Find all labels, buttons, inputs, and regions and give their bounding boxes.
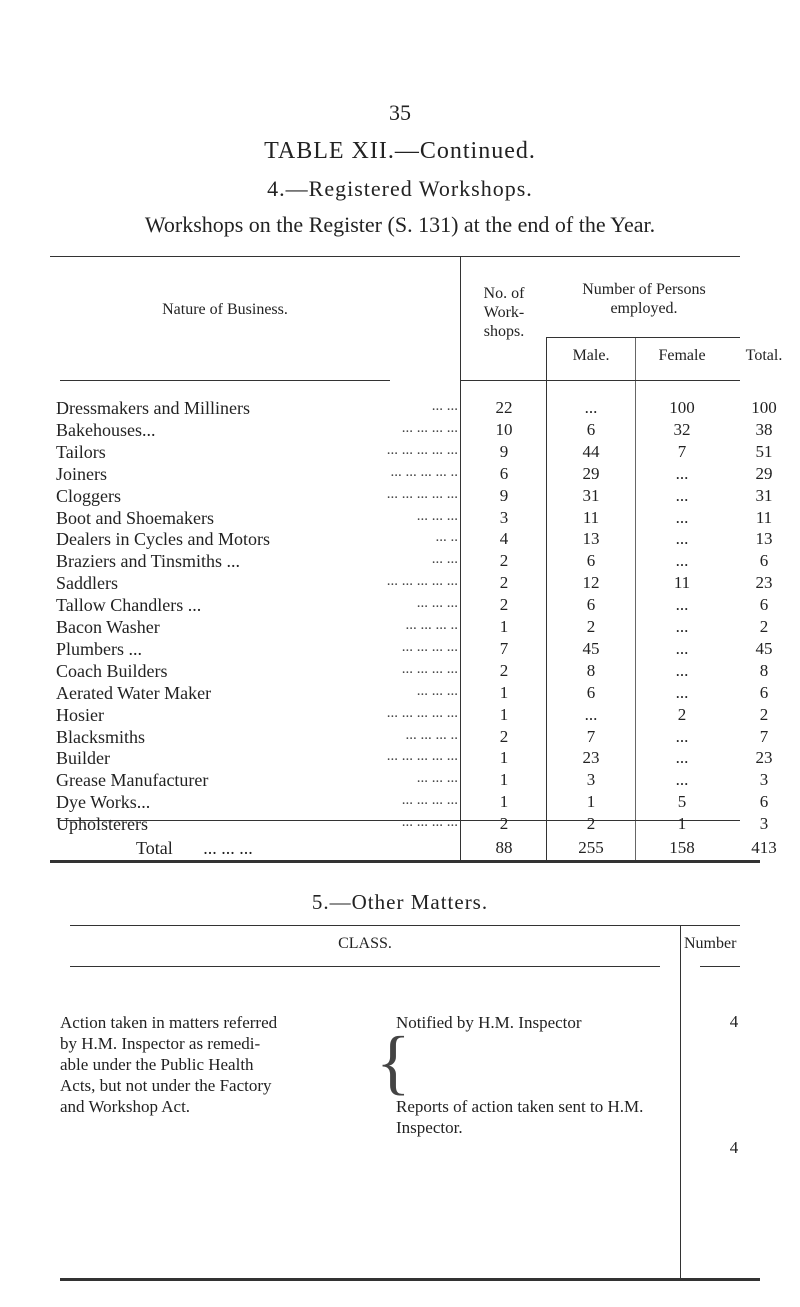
- row-female: ...: [675, 551, 689, 570]
- row-leader-dots: ... ... ... ...: [401, 639, 458, 655]
- row-business-name: Cloggers: [56, 486, 121, 506]
- row-leader-dots: ... ...: [431, 398, 458, 414]
- row-workshops: 4: [499, 529, 509, 548]
- row-male: 29: [582, 464, 600, 483]
- header-persons-group: Number of Persons employed.: [582, 281, 706, 317]
- row-female: ...: [675, 529, 689, 548]
- row-female: ...: [675, 486, 689, 505]
- row-total: 38: [755, 420, 773, 439]
- notified-label: Notified by H.M. Inspector: [396, 1013, 582, 1032]
- total-female: 158: [669, 838, 695, 857]
- total-male: 255: [578, 838, 604, 857]
- row-female: ...: [675, 770, 689, 789]
- row-total: 2: [759, 705, 769, 724]
- row-leader-dots: ... ...: [431, 551, 458, 567]
- row-female: ...: [675, 661, 689, 680]
- row-male: 1: [586, 792, 596, 811]
- row-female: ...: [675, 748, 689, 767]
- row-workshops: 22: [495, 398, 513, 417]
- row-business-name: Plumbers ...: [56, 639, 143, 659]
- row-total: 7: [759, 727, 769, 746]
- row-workshops: 1: [499, 683, 509, 702]
- row-leader-dots: ... ... ... ... ..: [390, 464, 458, 480]
- row-leader-dots: ... ... ...: [416, 770, 458, 786]
- header-nature: Nature of Business.: [162, 301, 288, 318]
- table-title: TABLE XII.—Continued.: [264, 138, 536, 164]
- row-male: 2: [586, 617, 596, 636]
- row-business-name: Builder: [56, 748, 110, 768]
- row-male: 6: [586, 551, 596, 570]
- header-class: CLASS.: [338, 935, 392, 952]
- row-business-name: Blacksmiths: [56, 727, 145, 747]
- row-business-name: Saddlers: [56, 573, 118, 593]
- reports-number: 4: [729, 1138, 739, 1157]
- row-female: ...: [675, 508, 689, 527]
- row-total: 23: [755, 573, 773, 592]
- row-leader-dots: ... ... ... ..: [405, 727, 458, 743]
- row-female: 100: [669, 398, 695, 417]
- row-business-name: Bacon Washer: [56, 617, 160, 637]
- row-female: ...: [675, 727, 689, 746]
- notified-number: 4: [729, 1012, 739, 1031]
- header-number: Number: [684, 935, 737, 952]
- row-female: ...: [675, 639, 689, 658]
- row-leader-dots: ... ... ... ..: [405, 617, 458, 633]
- total-total: 413: [751, 838, 777, 857]
- row-total: 6: [759, 551, 769, 570]
- row-workshops: 9: [499, 486, 509, 505]
- row-leader-dots: ... ... ... ...: [401, 814, 458, 830]
- header-workshops: No. of Work- shops.: [483, 285, 525, 340]
- row-leader-dots: ... ... ... ...: [401, 792, 458, 808]
- row-female: 5: [677, 792, 687, 811]
- row-female: 1: [677, 814, 687, 833]
- row-workshops: 2: [499, 661, 509, 680]
- row-workshops: 1: [499, 792, 509, 811]
- row-total: 31: [755, 486, 773, 505]
- row-leader-dots: ... ... ... ... ...: [386, 442, 458, 458]
- action-description: Action taken in matters referred by H.M. Inspector as remedi- able under the Public Health Acts, but not under the Factory and Workshop Act.: [60, 1013, 278, 1116]
- header-male: Male.: [572, 347, 610, 364]
- section-title: 4.—Registered Workshops.: [267, 176, 533, 201]
- row-business-name: Joiners: [56, 464, 107, 484]
- table-caption: Workshops on the Register (S. 131) at the end of the Year.: [144, 212, 656, 237]
- row-male: ...: [584, 398, 598, 417]
- header-total: Total.: [745, 347, 783, 364]
- row-workshops: 7: [499, 639, 509, 658]
- row-male: ...: [584, 705, 598, 724]
- total-workshops: 88: [495, 838, 513, 857]
- row-business-name: Grease Manufacturer: [56, 770, 209, 790]
- row-total: 23: [755, 748, 773, 767]
- row-male: 45: [582, 639, 600, 658]
- row-workshops: 1: [499, 748, 509, 767]
- row-business-name: Aerated Water Maker: [56, 683, 212, 703]
- row-total: 8: [759, 661, 769, 680]
- row-male: 11: [582, 508, 600, 527]
- row-female: ...: [675, 595, 689, 614]
- row-business-name: Coach Builders: [56, 661, 168, 681]
- row-business-name: Dealers in Cycles and Motors: [56, 529, 270, 549]
- row-leader-dots: ... ... ... ...: [401, 420, 458, 436]
- row-workshops: 9: [499, 442, 509, 461]
- row-leader-dots: ... ... ... ... ...: [386, 573, 458, 589]
- row-total: 3: [759, 770, 769, 789]
- row-leader-dots: ... ... ... ... ...: [386, 748, 458, 764]
- row-male: 6: [586, 595, 596, 614]
- row-workshops: 2: [499, 551, 509, 570]
- row-male: 6: [586, 683, 596, 702]
- row-total: 2: [759, 617, 769, 636]
- row-business-name: Bakehouses...: [56, 420, 156, 440]
- row-male: 3: [586, 770, 596, 789]
- row-total: 6: [759, 683, 769, 702]
- row-workshops: 2: [499, 814, 509, 833]
- row-workshops: 3: [499, 508, 509, 527]
- row-business-name: Hosier: [56, 705, 104, 725]
- row-male: 31: [582, 486, 600, 505]
- row-total: 51: [755, 442, 773, 461]
- row-female: 32: [673, 420, 691, 439]
- row-leader-dots: ... ..: [435, 529, 458, 545]
- row-male: 13: [582, 529, 600, 548]
- row-total: 3: [759, 814, 769, 833]
- row-male: 23: [582, 748, 600, 767]
- row-male: 7: [586, 727, 596, 746]
- reports-label: Reports of action taken sent to H.M. Inspector.: [396, 1097, 644, 1137]
- page-number: 35: [389, 100, 411, 125]
- row-workshops: 2: [499, 727, 509, 746]
- header-female: Female: [658, 347, 706, 364]
- row-business-name: Boot and Shoemakers: [56, 508, 214, 528]
- other-matters-title: 5.—Other Matters.: [311, 890, 489, 914]
- row-female: ...: [675, 464, 689, 483]
- row-workshops: 1: [499, 770, 509, 789]
- row-male: 2: [586, 814, 596, 833]
- row-total: 45: [755, 639, 773, 658]
- row-workshops: 2: [499, 595, 509, 614]
- row-leader-dots: ... ... ... ... ...: [386, 486, 458, 502]
- row-total: 6: [759, 595, 769, 614]
- row-leader-dots: ... ... ... ...: [401, 661, 458, 677]
- row-workshops: 6: [499, 464, 509, 483]
- row-female: 11: [673, 573, 691, 592]
- row-workshops: 10: [495, 420, 513, 439]
- row-business-name: Tallow Chandlers ...: [56, 595, 202, 615]
- row-female: 7: [677, 442, 687, 461]
- row-total: 100: [751, 398, 777, 417]
- row-total: 13: [755, 529, 773, 548]
- row-total: 6: [759, 792, 769, 811]
- row-male: 8: [586, 661, 596, 680]
- row-male: 44: [582, 442, 600, 461]
- row-male: 12: [582, 573, 600, 592]
- row-business-name: Tailors: [56, 442, 106, 462]
- row-female: ...: [675, 683, 689, 702]
- row-workshops: 2: [499, 573, 509, 592]
- row-workshops: 1: [499, 705, 509, 724]
- row-business-name: Dressmakers and Milliners: [56, 398, 250, 418]
- brace-mark: {: [376, 1022, 411, 1102]
- row-male: 6: [586, 420, 596, 439]
- row-leader-dots: ... ... ... ... ...: [386, 705, 458, 721]
- row-total: 29: [755, 464, 773, 483]
- row-business-name: Braziers and Tinsmiths ...: [56, 551, 241, 571]
- row-female: 2: [677, 705, 687, 724]
- row-leader-dots: ... ... ...: [416, 595, 458, 611]
- row-workshops: 1: [499, 617, 509, 636]
- row-leader-dots: ... ... ...: [416, 508, 458, 524]
- row-business-name: Dye Works...: [56, 792, 151, 812]
- total-label: Total ... ... ...: [136, 838, 253, 858]
- row-total: 11: [755, 508, 773, 527]
- row-leader-dots: ... ... ...: [416, 683, 458, 699]
- row-business-name: Upholsterers: [56, 814, 148, 834]
- row-female: ...: [675, 617, 689, 636]
